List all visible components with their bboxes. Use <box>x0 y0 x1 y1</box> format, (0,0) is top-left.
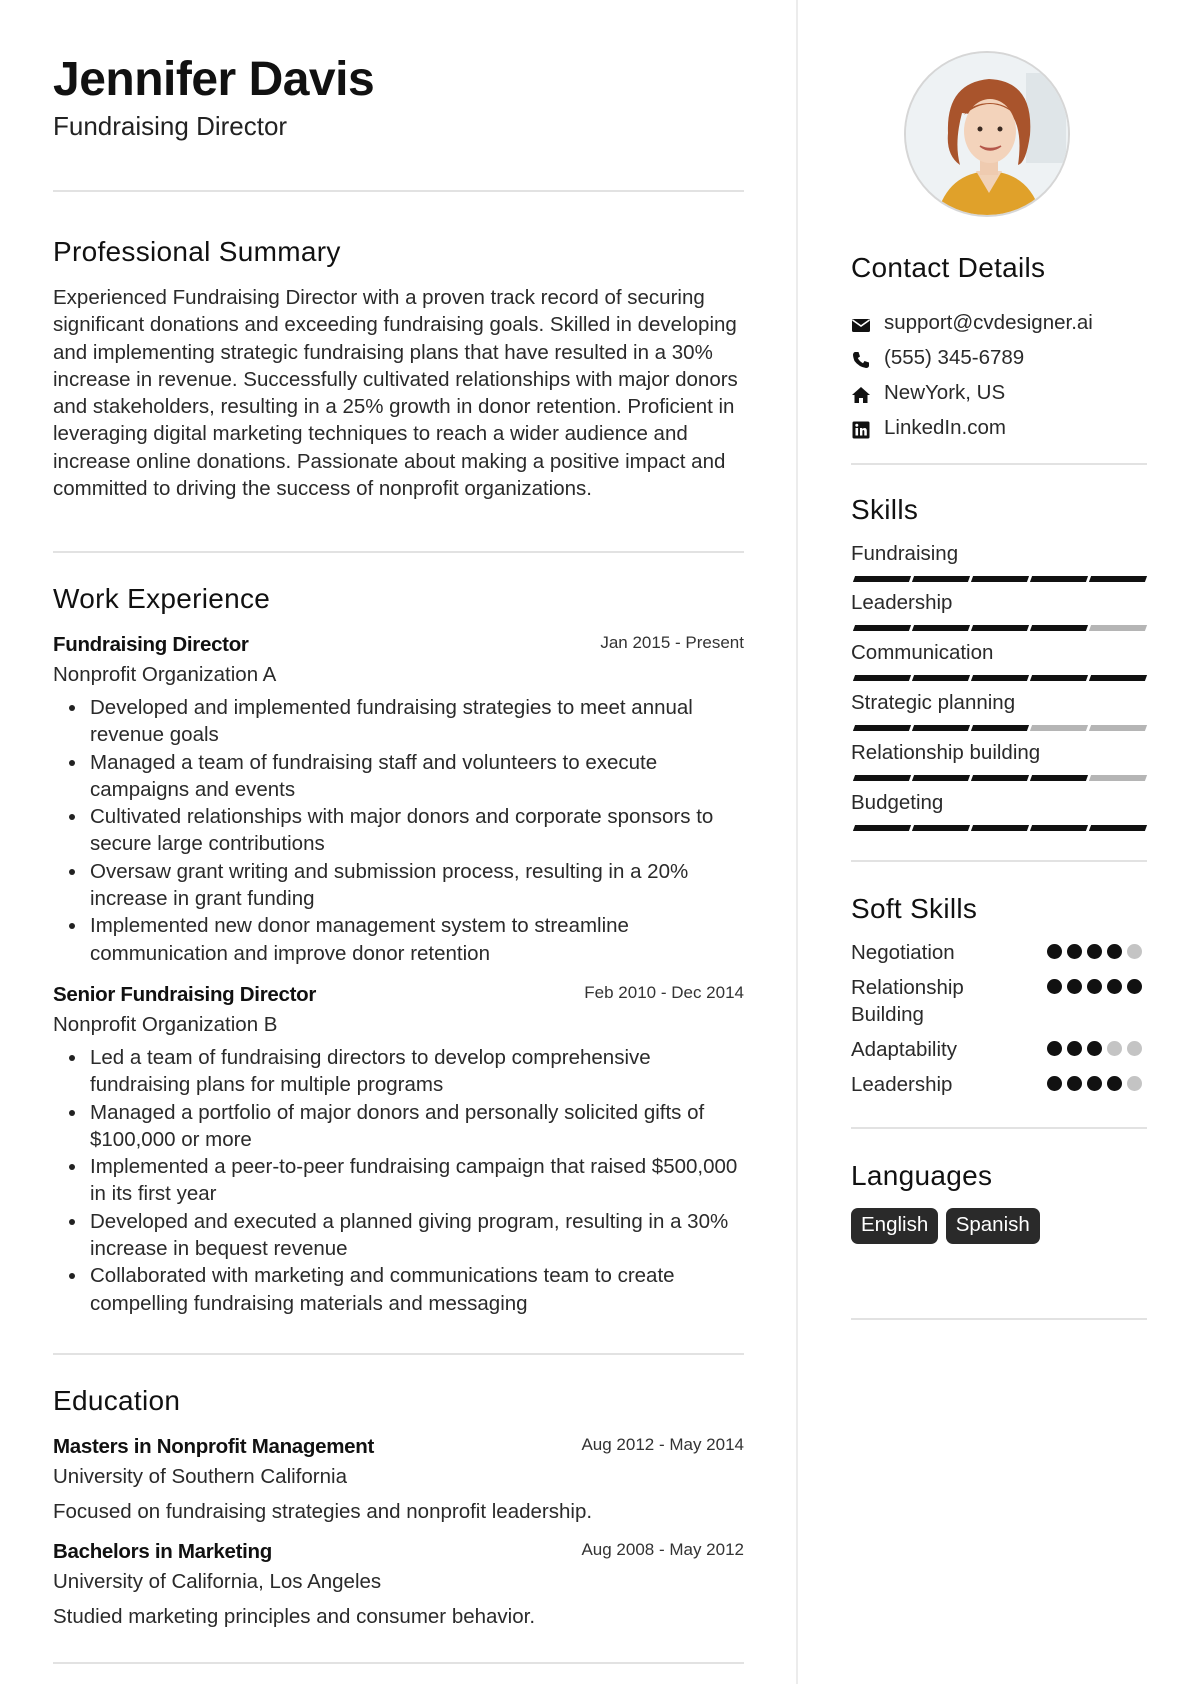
skill-row <box>851 689 1147 731</box>
rating-dot <box>1107 1041 1122 1056</box>
skill-bar-segment <box>912 775 970 781</box>
skill-bar-segment <box>912 725 970 731</box>
skill-bar-segment <box>1089 825 1147 831</box>
job-bullet: Collaborated with marketing and communications team to create compelling fundraising materials and messaging <box>53 1262 744 1317</box>
skill-bar <box>851 675 1147 681</box>
skill-bar-segment <box>853 825 911 831</box>
profile-photo <box>904 51 1070 217</box>
education-description: Focused on fundraising strategies and nonprofit leadership. <box>53 1500 593 1523</box>
rating-dot <box>1047 1076 1062 1091</box>
education-date: Aug 2012 - May 2014 <box>581 1435 744 1454</box>
phone-text[interactable]: (555) 345-6789 <box>884 346 1025 369</box>
experience-heading: Work Experience <box>53 583 271 614</box>
summary-heading: Professional Summary <box>53 236 341 267</box>
language-tag: English <box>851 1208 938 1244</box>
skill-bar-segment <box>1089 576 1147 582</box>
education-entry <box>53 1435 744 1525</box>
job-bullet: Managed a team of fundraising staff and volunteers to execute campaigns and events <box>53 749 744 804</box>
skill-bar-segment <box>971 775 1029 781</box>
summary-text: Experienced Fundraising Director with a proven track record of securing significant donations and exceeding fundraising goals. Skilled in developing and implementing strategic fundraising plans that have resulted in a 30% increase in revenue. Successfully cultivated relationships with major donors and stakeholders, resulting in a 25% growth in donor retention. Proficient in leveraging digital marketing techniques to reach a wider audience and increase online donations. Passionate about making a positive impact and committed to driving the success of nonprofit organizations. <box>53 286 738 501</box>
job-title: Senior Fundraising Director <box>53 983 316 1006</box>
candidate-role: Fundraising Director <box>53 111 288 141</box>
rating-dot <box>1067 979 1082 994</box>
skill-bar-segment <box>912 576 970 582</box>
job-bullet: Oversaw grant writing and submission process, resulting in a 20% increase in grant funding <box>53 858 744 913</box>
languages-divider <box>851 1318 1147 1320</box>
skill-row <box>851 789 1147 831</box>
contact-divider <box>851 463 1147 465</box>
skill-bar-segment <box>1089 775 1147 781</box>
skill-bar-segment <box>1030 625 1088 631</box>
profile-photo-illustration <box>906 53 1070 217</box>
rating-dot <box>1047 979 1062 994</box>
soft-skill-rating <box>1047 1041 1147 1057</box>
soft-skill-name: Relationship Building <box>851 976 964 1026</box>
skill-bar-segment <box>912 625 970 631</box>
contact-email <box>851 311 1147 341</box>
skill-row <box>851 589 1147 631</box>
rating-dot <box>1067 1041 1082 1056</box>
skill-row <box>851 540 1147 582</box>
skill-bar <box>851 775 1147 781</box>
skill-bar-segment <box>971 675 1029 681</box>
job-bullet: Implemented a peer-to-peer fundraising campaign that raised $500,000 in its first year <box>53 1153 744 1208</box>
skill-bar-segment <box>1030 775 1088 781</box>
skill-bar-segment <box>853 675 911 681</box>
rating-dot <box>1067 944 1082 959</box>
skill-name: Leadership <box>851 591 953 614</box>
email-text[interactable]: support@cvdesigner.ai <box>884 311 1093 334</box>
skills-divider <box>851 860 1147 862</box>
summary-divider <box>53 551 744 553</box>
job-title: Fundraising Director <box>53 633 249 656</box>
rating-dot <box>1087 1041 1102 1056</box>
school-name: University of California, Los Angeles <box>53 1570 382 1593</box>
soft-skill-rating <box>1047 979 1147 995</box>
rating-dot <box>1107 944 1122 959</box>
skill-bar-segment <box>1089 625 1147 631</box>
soft-skill-row <box>851 1036 1147 1063</box>
contact-location <box>851 381 1147 411</box>
education-description: Studied marketing principles and consumer behavior. <box>53 1605 536 1628</box>
skill-bar-segment <box>853 725 911 731</box>
job-entry <box>53 633 744 967</box>
job-entry <box>53 983 744 1317</box>
job-bullet: Developed and implemented fundraising strategies to meet annual revenue goals <box>53 694 744 749</box>
linkedin-icon <box>851 420 871 440</box>
skill-name: Relationship building <box>851 741 1041 764</box>
degree-title: Masters in Nonprofit Management <box>53 1435 375 1458</box>
job-bullet: Managed a portfolio of major donors and personally solicited gifts of $100,000 or more <box>53 1099 744 1154</box>
rating-dot <box>1107 979 1122 994</box>
contact-phone <box>851 346 1147 376</box>
rating-dot <box>1107 1076 1122 1091</box>
job-bullets <box>53 694 744 967</box>
rating-dot <box>1127 944 1142 959</box>
rating-dot <box>1047 944 1062 959</box>
skill-name: Budgeting <box>851 791 944 814</box>
skill-bar <box>851 625 1147 631</box>
skill-bar-segment <box>971 725 1029 731</box>
skill-bar <box>851 576 1147 582</box>
soft-skills-heading: Soft Skills <box>851 893 978 924</box>
soft-skill-rating <box>1047 1076 1147 1092</box>
soft-skill-row <box>851 1071 1147 1098</box>
skill-bar-segment <box>1089 675 1147 681</box>
skill-bar-segment <box>912 825 970 831</box>
skill-bar-segment <box>1030 675 1088 681</box>
soft-skills-divider <box>851 1127 1147 1129</box>
home-icon <box>851 385 871 405</box>
language-tag: Spanish <box>946 1208 1040 1244</box>
skill-row <box>851 739 1147 781</box>
skill-bar-segment <box>1030 825 1088 831</box>
location-text: NewYork, US <box>884 381 1006 404</box>
job-bullet: Cultivated relationships with major donors and corporate sponsors to secure large contributions <box>53 803 744 858</box>
languages-heading: Languages <box>851 1160 993 1191</box>
skill-bar-segment <box>971 825 1029 831</box>
rating-dot <box>1047 1041 1062 1056</box>
skill-name: Strategic planning <box>851 691 1016 714</box>
skill-bar-segment <box>971 576 1029 582</box>
education-date: Aug 2008 - May 2012 <box>581 1540 744 1559</box>
contact-linkedin <box>851 416 1147 446</box>
job-bullet: Led a team of fundraising directors to develop comprehensive fundraising plans for multiple programs <box>53 1044 744 1099</box>
rating-dot <box>1127 979 1142 994</box>
soft-skill-name: Leadership <box>851 1073 953 1096</box>
soft-skill-name: Adaptability <box>851 1038 957 1061</box>
skill-bar-segment <box>853 576 911 582</box>
header-divider <box>53 190 744 192</box>
skill-bar-segment <box>853 775 911 781</box>
rating-dot <box>1127 1041 1142 1056</box>
job-bullet: Implemented new donor management system to streamline communication and improve donor retention <box>53 912 744 967</box>
skill-bar-segment <box>1030 725 1088 731</box>
job-bullet: Developed and executed a planned giving program, resulting in a 30% increase in bequest revenue <box>53 1208 744 1263</box>
linkedin-text[interactable]: LinkedIn.com <box>884 416 1006 439</box>
language-list <box>851 1208 1043 1244</box>
skill-bar-segment <box>1030 576 1088 582</box>
job-date: Feb 2010 - Dec 2014 <box>584 983 744 1002</box>
soft-skill-name: Negotiation <box>851 941 955 964</box>
rating-dot <box>1087 944 1102 959</box>
column-divider <box>796 0 798 1684</box>
education-divider <box>53 1662 744 1664</box>
skill-bar <box>851 725 1147 731</box>
candidate-name: Jennifer Davis <box>53 53 375 106</box>
skill-row <box>851 639 1147 681</box>
job-bullets <box>53 1044 744 1317</box>
skill-name: Fundraising <box>851 542 959 565</box>
rating-dot <box>1067 1076 1082 1091</box>
education-entry <box>53 1540 744 1630</box>
skill-bar-segment <box>912 675 970 681</box>
skills-heading: Skills <box>851 494 919 525</box>
soft-skill-row <box>851 939 1147 966</box>
skill-bar-segment <box>853 625 911 631</box>
soft-skill-rating <box>1047 944 1147 960</box>
phone-icon <box>851 350 871 370</box>
school-name: University of Southern California <box>53 1465 347 1488</box>
contact-heading: Contact Details <box>851 252 1046 283</box>
skill-bar <box>851 825 1147 831</box>
skill-name: Communication <box>851 641 994 664</box>
degree-title: Bachelors in Marketing <box>53 1540 272 1563</box>
job-organization: Nonprofit Organization A <box>53 663 277 686</box>
education-heading: Education <box>53 1385 181 1416</box>
rating-dot <box>1127 1076 1142 1091</box>
envelope-icon <box>851 315 871 335</box>
job-organization: Nonprofit Organization B <box>53 1013 278 1036</box>
skill-bar-segment <box>971 625 1029 631</box>
job-date: Jan 2015 - Present <box>600 633 744 652</box>
rating-dot <box>1087 979 1102 994</box>
skill-bar-segment <box>1089 725 1147 731</box>
experience-divider <box>53 1353 744 1355</box>
soft-skill-row <box>851 974 1147 1028</box>
rating-dot <box>1087 1076 1102 1091</box>
